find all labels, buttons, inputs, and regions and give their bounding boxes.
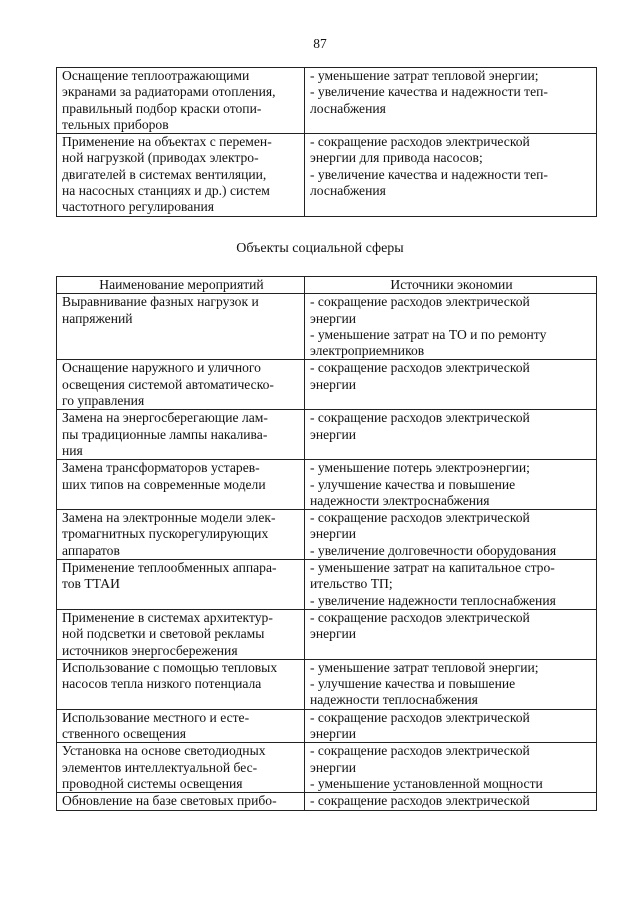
savings-text-line: - увеличение долговечности оборудования [310, 542, 557, 558]
savings-cell [305, 410, 597, 460]
savings-text-line: - сокращение расходов электрической [310, 134, 530, 150]
table-row [57, 294, 597, 360]
measure-cell [57, 360, 305, 410]
measure-text-line: Применение в системах архитектур- [62, 609, 273, 625]
column-header-measures: Наименование мероприятий [57, 277, 305, 294]
page-number: 87 [313, 36, 327, 51]
savings-text-line: - сокращение расходов электрической [310, 294, 530, 310]
measure-text-line: ной подсветки и световой рекламы [62, 626, 265, 642]
savings-text-line: - уменьшение установленной мощности [310, 775, 543, 791]
measure-text-line: Замена трансформаторов устарев- [62, 460, 260, 476]
savings-text-line: - уменьшение затрат на капитальное стро- [310, 560, 555, 576]
savings-cell [305, 659, 597, 709]
measure-text-line: Использование местного и есте- [62, 709, 250, 725]
savings-cell [305, 294, 597, 360]
savings-text-line: энергии [310, 626, 357, 642]
measure-text-line: Установка на основе светодиодных [62, 743, 266, 759]
table-row [57, 793, 597, 810]
social-sphere-table [56, 276, 597, 811]
measure-cell [57, 709, 305, 743]
savings-text-line: - уменьшение затрат тепловой энергии; [310, 68, 539, 83]
savings-text-line: - увеличение качества и надежности теп- [310, 84, 548, 100]
savings-text-line: - уменьшение затрат тепловой энергии; [310, 659, 539, 675]
savings-text-line: - сокращение расходов электрической [310, 510, 530, 526]
measure-text-line: напряжений [62, 310, 133, 326]
table-row [57, 410, 597, 460]
table-row [57, 510, 597, 560]
table-row [57, 360, 597, 410]
table-header-row [57, 277, 597, 294]
measure-text-line: элементов интеллектуальной бес- [62, 759, 258, 775]
table-row [57, 609, 597, 659]
measure-cell [57, 560, 305, 610]
savings-text-line: - сокращение расходов электрической [310, 410, 530, 426]
savings-cell [305, 560, 597, 610]
savings-cell [305, 460, 597, 510]
measure-text-line: на насосных станциях и др.) систем [62, 183, 270, 199]
savings-cell [305, 68, 597, 134]
measure-text-line: Выравнивание фазных нагрузок и [62, 294, 259, 310]
savings-text-line: - сокращение расходов электрической [310, 743, 530, 759]
table-body [57, 68, 597, 217]
savings-cell [305, 743, 597, 793]
savings-text-line: энергии для привода насосов; [310, 150, 483, 166]
savings-text-line: электроприемников [310, 343, 425, 359]
table-row [57, 709, 597, 743]
savings-cell [305, 709, 597, 743]
savings-cell [305, 510, 597, 560]
measure-text-line: источников энергосбережения [62, 642, 238, 658]
savings-text-line: - уменьшение потерь электроэнергии; [310, 460, 530, 476]
measure-text-line: Замена на электронные модели элек- [62, 510, 276, 526]
measure-cell [57, 294, 305, 360]
savings-text-line: энергии [310, 426, 357, 442]
measure-text-line: Применение теплообменных аппара- [62, 560, 277, 576]
savings-cell [305, 360, 597, 410]
savings-text-line: - увеличение качества и надежности теп- [310, 166, 548, 182]
savings-cell [305, 134, 597, 216]
measure-text-line: проводной системы освещения [62, 775, 243, 791]
measure-text-line: экранами за радиаторами отопления, [62, 84, 276, 100]
measure-text-line: насосов тепла низкого потенциала [62, 676, 262, 692]
measure-cell [57, 510, 305, 560]
measure-text-line: пы традиционные лампы накалива- [62, 426, 268, 442]
column-header-savings: Источники экономии [305, 277, 597, 294]
savings-text-line: энергии [310, 310, 357, 326]
savings-text-line: лоснабжения [310, 100, 386, 116]
savings-text-line: энергии [310, 376, 357, 392]
savings-cell [305, 793, 597, 810]
savings-text-line: - улучшение качества и повышение [310, 676, 516, 692]
table-row [57, 460, 597, 510]
measure-text-line: Обновление на базе световых прибо- [62, 793, 277, 809]
measure-text-line: освещения системой автоматическо- [62, 376, 274, 392]
measure-text-line: аппаратов [62, 542, 120, 558]
table-row [57, 743, 597, 793]
measure-text-line: Оснащение наружного и уличного [62, 360, 261, 376]
measure-text-line: Оснащение теплоотражающими [62, 68, 250, 83]
measure-text-line: ния [62, 442, 83, 458]
savings-text-line: надежности электроснабжения [310, 492, 490, 508]
measure-cell [57, 793, 305, 810]
savings-text-line: - улучшение качества и повышение [310, 476, 516, 492]
savings-text-line: энергии [310, 759, 357, 775]
measure-text-line: Применение на объектах с перемен- [62, 134, 272, 150]
savings-cell [305, 609, 597, 659]
measure-cell [57, 659, 305, 709]
measure-cell [57, 68, 305, 134]
savings-text-line: надежности теплоснабжения [310, 692, 478, 708]
measure-cell [57, 134, 305, 216]
measure-text-line: частотного регулирования [62, 199, 215, 215]
measure-text-line: тромагнитных пускорегулирующих [62, 526, 269, 542]
savings-text-line: - увеличение надежности теплоснабжения [310, 592, 556, 608]
measure-cell [57, 410, 305, 460]
measure-text-line: тов ТТАИ [62, 576, 120, 592]
savings-text-line: - уменьшение затрат на ТО и по ремонту [310, 326, 547, 342]
measures-table-continued [56, 67, 597, 217]
measure-cell [57, 743, 305, 793]
measure-text-line: ственного освещения [62, 726, 186, 742]
measure-cell [57, 609, 305, 659]
savings-text-line: - сокращение расходов электрической [310, 709, 530, 725]
measure-text-line: Использование с помощью тепловых [62, 659, 278, 675]
measure-text-line: Замена на энергосберегающие лам- [62, 410, 268, 426]
table-body [57, 294, 597, 810]
table-row [57, 560, 597, 610]
measure-text-line: двигателей в системах вентиляции, [62, 166, 267, 182]
savings-text-line: ительство ТП; [310, 576, 393, 592]
table-row [57, 659, 597, 709]
savings-text-line: энергии [310, 726, 357, 742]
savings-text-line: энергии [310, 526, 357, 542]
savings-text-line: - сокращение расходов электрической [310, 609, 530, 625]
measure-text-line: ших типов на современные модели [62, 476, 266, 492]
savings-text-line: - сокращение расходов электрической [310, 360, 530, 376]
measure-text-line: тельных приборов [62, 116, 169, 132]
savings-text-line: лоснабжения [310, 183, 386, 199]
measure-text-line: правильный подбор краски отопи- [62, 100, 262, 116]
table-row [57, 134, 597, 216]
table-row [57, 68, 597, 134]
measure-text-line: го управления [62, 393, 145, 409]
measure-text-line: ной нагрузкой (приводах электро- [62, 150, 259, 166]
measure-cell [57, 460, 305, 510]
savings-text-line: - сокращение расходов электрической [310, 793, 530, 809]
section-heading: Объекты социальной сферы [236, 241, 404, 256]
